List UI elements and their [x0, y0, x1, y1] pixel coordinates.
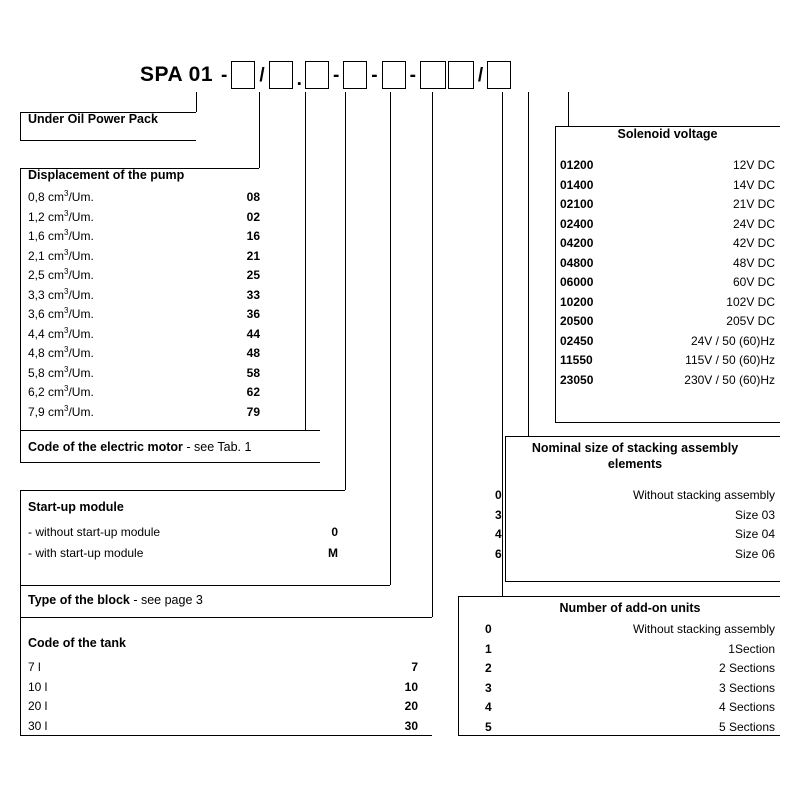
displacement-value: 16 [246, 229, 260, 243]
leader-startup-left [20, 490, 21, 585]
tank-label: 7 l [28, 660, 41, 674]
solenoid-code: 01400 [560, 177, 594, 192]
solenoid-desc: 42V DC [732, 236, 775, 250]
list-item [28, 658, 418, 678]
solenoid-code: 06000 [560, 275, 594, 289]
list-item [28, 266, 260, 286]
nominal-size-code: 0 [495, 488, 502, 502]
solenoid-code: 23050 [560, 372, 594, 387]
nominal-size-desc: Size 06 [734, 546, 775, 561]
list-item [495, 525, 775, 545]
type-of-block-block [28, 593, 328, 607]
list-item [560, 254, 775, 274]
solenoid-desc: 14V DC [732, 177, 775, 192]
code-dash-1: - [221, 64, 228, 86]
displacement-value: 79 [246, 404, 260, 419]
list-item [28, 403, 260, 423]
displacement-label: 4,4 $cm^3/Um$. [28, 325, 94, 341]
code-box-motor[interactable] [269, 61, 293, 89]
list-item [28, 697, 418, 717]
code-dash-4: - [409, 64, 416, 86]
leader-nominal-bottom [505, 581, 780, 582]
displacement-value: 62 [246, 385, 260, 399]
list-item [28, 247, 260, 267]
list-item [485, 659, 775, 679]
displacement-title: Displacement of the pump [28, 168, 185, 182]
product-code-prefix: SPA 01 [140, 63, 214, 86]
solenoid-code: 02450 [560, 333, 594, 348]
solenoid-desc: 60V DC [732, 275, 775, 289]
add-on-code: 4 [485, 700, 492, 714]
tank-block [28, 636, 418, 736]
displacement-block [28, 168, 260, 422]
leader-uop-bottom [20, 140, 196, 141]
add-on-desc: 5 Sections [718, 719, 775, 734]
code-box-nominal-size[interactable] [448, 61, 474, 89]
solenoid-desc: 12V DC [732, 158, 775, 172]
list-item [560, 176, 775, 196]
list-item [485, 640, 775, 660]
displacement-label: 1,6 $cm^3/Um$. [28, 228, 94, 243]
solenoid-desc: 48V DC [732, 255, 775, 270]
list-item [28, 188, 260, 208]
leader-motor-left [20, 430, 21, 462]
displacement-value: 21 [246, 248, 260, 263]
solenoid-voltage-title: Solenoid voltage [617, 127, 718, 141]
displacement-label: 2,1 $cm^3/Um$. [28, 247, 94, 263]
add-on-code: 3 [485, 680, 492, 695]
start-up-module-block [28, 500, 338, 564]
start-up-module-title: Start-up module [28, 500, 124, 514]
list-item [28, 364, 260, 384]
list-item [560, 234, 775, 254]
list-item [28, 522, 338, 543]
tank-value: 7 [411, 660, 418, 674]
displacement-value: 36 [246, 307, 260, 321]
displacement-label: 1,2 $cm^3/Um$. [28, 208, 94, 224]
solenoid-desc: 205V DC [726, 314, 775, 328]
solenoid-desc: 102V DC [726, 294, 775, 309]
list-item [560, 195, 775, 215]
leader-tank-horizontal [20, 617, 432, 618]
list-item [28, 325, 260, 345]
add-on-desc: Without stacking assembly [632, 622, 775, 636]
solenoid-code: 11550 [560, 353, 593, 367]
start-up-value: M [328, 546, 338, 560]
leader-motor-baseline [20, 462, 320, 463]
displacement-value: 08 [246, 190, 260, 204]
add-on-units-block [485, 600, 775, 737]
displacement-label: 7,9 $cm^3/Um$. [28, 403, 94, 419]
add-on-code: 5 [485, 719, 492, 734]
nominal-size-code: 6 [495, 546, 502, 561]
code-box-type-of-block[interactable] [343, 61, 367, 89]
list-item [28, 678, 418, 698]
tank-value: 10 [404, 679, 418, 694]
list-item [495, 545, 775, 565]
leader-displacement-left [20, 168, 21, 430]
code-box-displacement[interactable] [231, 61, 255, 89]
leader-uop-vertical [196, 92, 197, 112]
solenoid-code: 02400 [560, 216, 594, 231]
leader-typeblock-left [20, 585, 21, 617]
nominal-size-title-line2: elements [607, 457, 663, 471]
code-box-startup[interactable] [305, 61, 329, 89]
list-item [485, 620, 775, 640]
add-on-code: 2 [485, 661, 492, 675]
list-item [560, 156, 775, 176]
solenoid-desc: 230V / 50 (60)Hz [684, 372, 775, 387]
displacement-label: 3,3 $cm^3/Um$. [28, 286, 94, 302]
add-on-desc: 1Section [728, 641, 775, 656]
displacement-label: 3,6 $cm^3/Um$. [28, 306, 94, 321]
under-oil-power-pack-block [28, 112, 208, 126]
list-item [28, 208, 260, 228]
code-box-tank[interactable] [382, 61, 406, 89]
list-item [28, 383, 260, 403]
list-item [28, 227, 260, 247]
tank-title: Code of the tank [28, 636, 126, 650]
leader-startup-vertical [345, 92, 346, 490]
tank-label: 10 l [28, 679, 48, 694]
code-box-addon-units[interactable] [420, 61, 446, 89]
code-slash-1: / [259, 64, 265, 86]
leader-uop-left [20, 112, 21, 140]
list-item [28, 717, 418, 737]
leader-startup-horizontal [20, 490, 345, 491]
code-dash-3: - [371, 64, 378, 86]
list-item [560, 312, 775, 332]
displacement-label: 6,2 $cm^3/Um$. [28, 384, 94, 399]
solenoid-code: 10200 [560, 294, 594, 309]
list-item [28, 286, 260, 306]
list-item [560, 215, 775, 235]
displacement-value: 33 [246, 287, 260, 302]
list-item [560, 371, 775, 391]
leader-addon-horizontal [458, 596, 780, 597]
leader-nominal-horizontal [505, 436, 780, 437]
tank-label: 30 l [28, 718, 48, 733]
displacement-value: 25 [246, 268, 260, 282]
start-up-label: - with start-up module [28, 546, 144, 560]
type-of-block-note: - see page 3 [129, 593, 203, 607]
displacement-label: 2,5 $cm^3/Um$. [28, 267, 94, 282]
tank-value: 30 [404, 718, 418, 733]
list-item [28, 305, 260, 325]
solenoid-desc: 24V / 50 (60)Hz [690, 333, 775, 348]
nominal-size-desc: Size 04 [734, 527, 775, 541]
list-item [28, 543, 338, 564]
list-item [560, 351, 775, 371]
leader-solenoid-vertical [568, 92, 569, 126]
tank-value: 20 [404, 699, 418, 713]
leader-solenoid-bottom [555, 422, 780, 423]
leader-displacement-vertical [259, 92, 260, 168]
list-item [485, 698, 775, 718]
solenoid-code: 20500 [560, 314, 594, 328]
list-item [495, 506, 775, 526]
code-dot: . [296, 69, 302, 90]
solenoid-code: 04800 [560, 255, 594, 270]
displacement-value: 44 [246, 326, 260, 341]
list-item [560, 273, 775, 293]
nominal-size-code: 4 [495, 527, 502, 541]
displacement-label: 5,8 $cm^3/Um$. [28, 364, 94, 380]
list-item [28, 344, 260, 364]
leader-solenoid-left [555, 126, 556, 422]
solenoid-desc: 24V DC [732, 216, 775, 231]
displacement-value: 48 [246, 346, 260, 360]
type-of-block-title: Type of the block - see page 3 [28, 593, 203, 607]
solenoid-code: 01200 [560, 158, 594, 172]
list-item [560, 293, 775, 313]
leader-nominal-vertical [528, 92, 529, 436]
add-on-desc: 2 Sections [718, 661, 775, 675]
solenoid-code: 02100 [560, 197, 594, 211]
leader-displacement-bottom [20, 430, 320, 431]
add-on-desc: 4 Sections [718, 700, 775, 714]
solenoid-desc: 115V / 50 (60)Hz [685, 353, 775, 367]
leader-startup-bottom [20, 585, 390, 586]
start-up-value: 0 [331, 525, 338, 539]
leader-tank-left [20, 617, 21, 735]
add-on-code: 0 [485, 622, 492, 636]
code-slash-2: / [477, 64, 484, 86]
leader-typeblock-vertical [390, 92, 391, 585]
leader-motor-vertical [305, 92, 306, 430]
displacement-label: 4,8 $cm^3/Um$. [28, 345, 94, 360]
start-up-label: - without start-up module [28, 525, 161, 539]
displacement-label: 0,8 $cm^3/Um$. [28, 189, 94, 204]
nominal-size-block [495, 440, 775, 564]
product-code-string [140, 58, 512, 92]
list-item [485, 679, 775, 699]
add-on-desc: 3 Sections [718, 680, 775, 695]
code-box-solenoid[interactable] [487, 61, 511, 89]
solenoid-voltage-block [560, 126, 775, 390]
add-on-units-title: Number of add-on units [559, 601, 701, 615]
solenoid-desc: 21V DC [732, 197, 775, 211]
list-item [485, 718, 775, 738]
nominal-size-title-line1: Nominal size of stacking assembly [531, 441, 739, 455]
tank-label: 20 l [28, 699, 48, 713]
displacement-value: 58 [246, 365, 260, 380]
code-dash-2: - [332, 64, 340, 86]
nominal-size-desc: Size 03 [734, 507, 775, 522]
add-on-code: 1 [485, 641, 492, 656]
electric-motor-title: Code of the electric motor - see Tab. 1 [28, 440, 252, 454]
nominal-size-desc: Without stacking assembly [632, 488, 775, 502]
leader-tank-vertical [432, 92, 433, 617]
displacement-value: 02 [246, 209, 260, 224]
electric-motor-block [28, 440, 328, 454]
solenoid-code: 04200 [560, 236, 594, 250]
under-oil-power-pack-title: Under Oil Power Pack [28, 112, 158, 126]
leader-addon-left [458, 596, 459, 735]
list-item [495, 486, 775, 506]
nominal-size-code: 3 [495, 507, 502, 522]
electric-motor-note: - see Tab. 1 [182, 440, 252, 454]
list-item [560, 332, 775, 352]
